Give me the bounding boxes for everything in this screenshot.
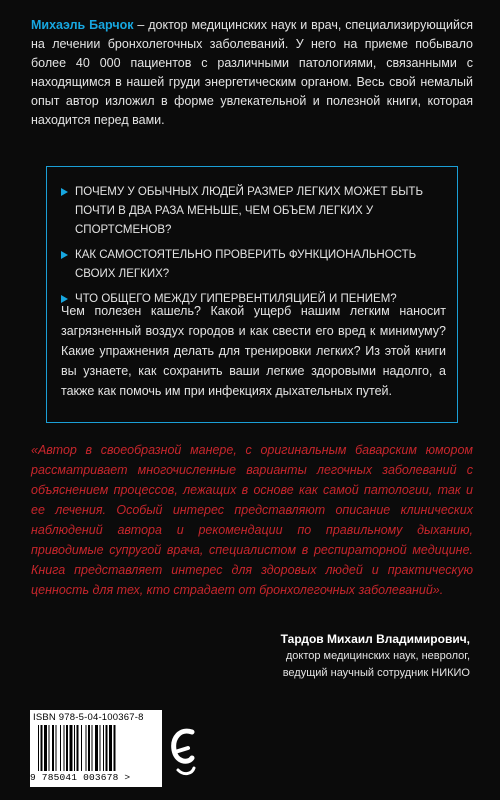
author-bio-text: – доктор медицинских наук и врач, специализирующийся на лечении бронхолегочных заболеваний. У него на приеме побывало более 40 000 пациентов с различными патологиями, связанными с находящимся в нашей груди энергетическим органом. Весь свой немалый опыт автор изложил в форме увлекательной и полезной книги, которая находится перед вами. xyxy=(31,18,473,127)
question-list xyxy=(61,183,451,315)
isbn-label: ISBN 978-5-04-100367-8 xyxy=(33,712,144,723)
bullet-triangle-icon xyxy=(61,251,68,259)
barcode-icon xyxy=(38,725,154,771)
questions-box xyxy=(46,166,458,423)
box-description: Чем полезен кашель? Какой ущерб нашим легким наносит загрязненный воздух городов и как свести его вред к минимуму? Какие упражнения делать для тренировки легких? Из этой книги вы узнаете, как сохранить ваши легкие здоровыми надолго, а также как помочь им при инфекциях дыхательных путей. xyxy=(61,304,446,398)
barcode-block xyxy=(30,710,162,787)
bullet-triangle-icon xyxy=(61,188,68,196)
publisher-logo-icon xyxy=(168,722,198,782)
question-item: ПОЧЕМУ У ОБЫЧНЫХ ЛЮДЕЙ РАЗМЕР ЛЕГКИХ МОЖЕТ БЫТЬ ПОЧТИ В ДВА РАЗА МЕНЬШЕ, ЧЕМ ОБЪЕМ ЛЕГКИХ У СПОРТСМЕНОВ? xyxy=(61,183,451,240)
review-signature xyxy=(281,630,470,682)
review-quote: «Автор в своеобразной манере, с оригинальным баварским юмором рассматривает многочисленные варианты легочных заболеваний с объяснением процессов, лежащих в основе как самой патологии, так и ее лечения. Особый интерес представляют описание клинических наблюдений автора и рекомендации по правильному дыханию, приводимые супругой врача, специалистом в респираторной медицине. Книга представляет интерес для здоровых людей и практическую ценность для тех, кто страдает от бронхолегочных заболеваний». xyxy=(31,443,473,597)
question-item: ЧТО ОБЩЕГО МЕЖДУ ГИПЕРВЕНТИЛЯЦИЕЙ И ПЕНИЕМ? xyxy=(61,290,451,309)
reviewer-name: Тардов Михаил Владимирович, xyxy=(280,632,470,646)
reviewer-title: доктор медицинских наук, невролог, xyxy=(285,650,470,662)
reviewer-position: ведущий научный сотрудник НИКИО xyxy=(282,667,470,679)
author-name: Михаэль Барчок xyxy=(31,18,134,32)
question-item: КАК САМОСТОЯТЕЛЬНО ПРОВЕРИТЬ ФУНКЦИОНАЛЬНОСТЬ СВОИХ ЛЕГКИХ? xyxy=(61,246,451,284)
author-bio xyxy=(31,16,473,130)
ean-digits: 9 785041 003678 > xyxy=(30,772,131,783)
